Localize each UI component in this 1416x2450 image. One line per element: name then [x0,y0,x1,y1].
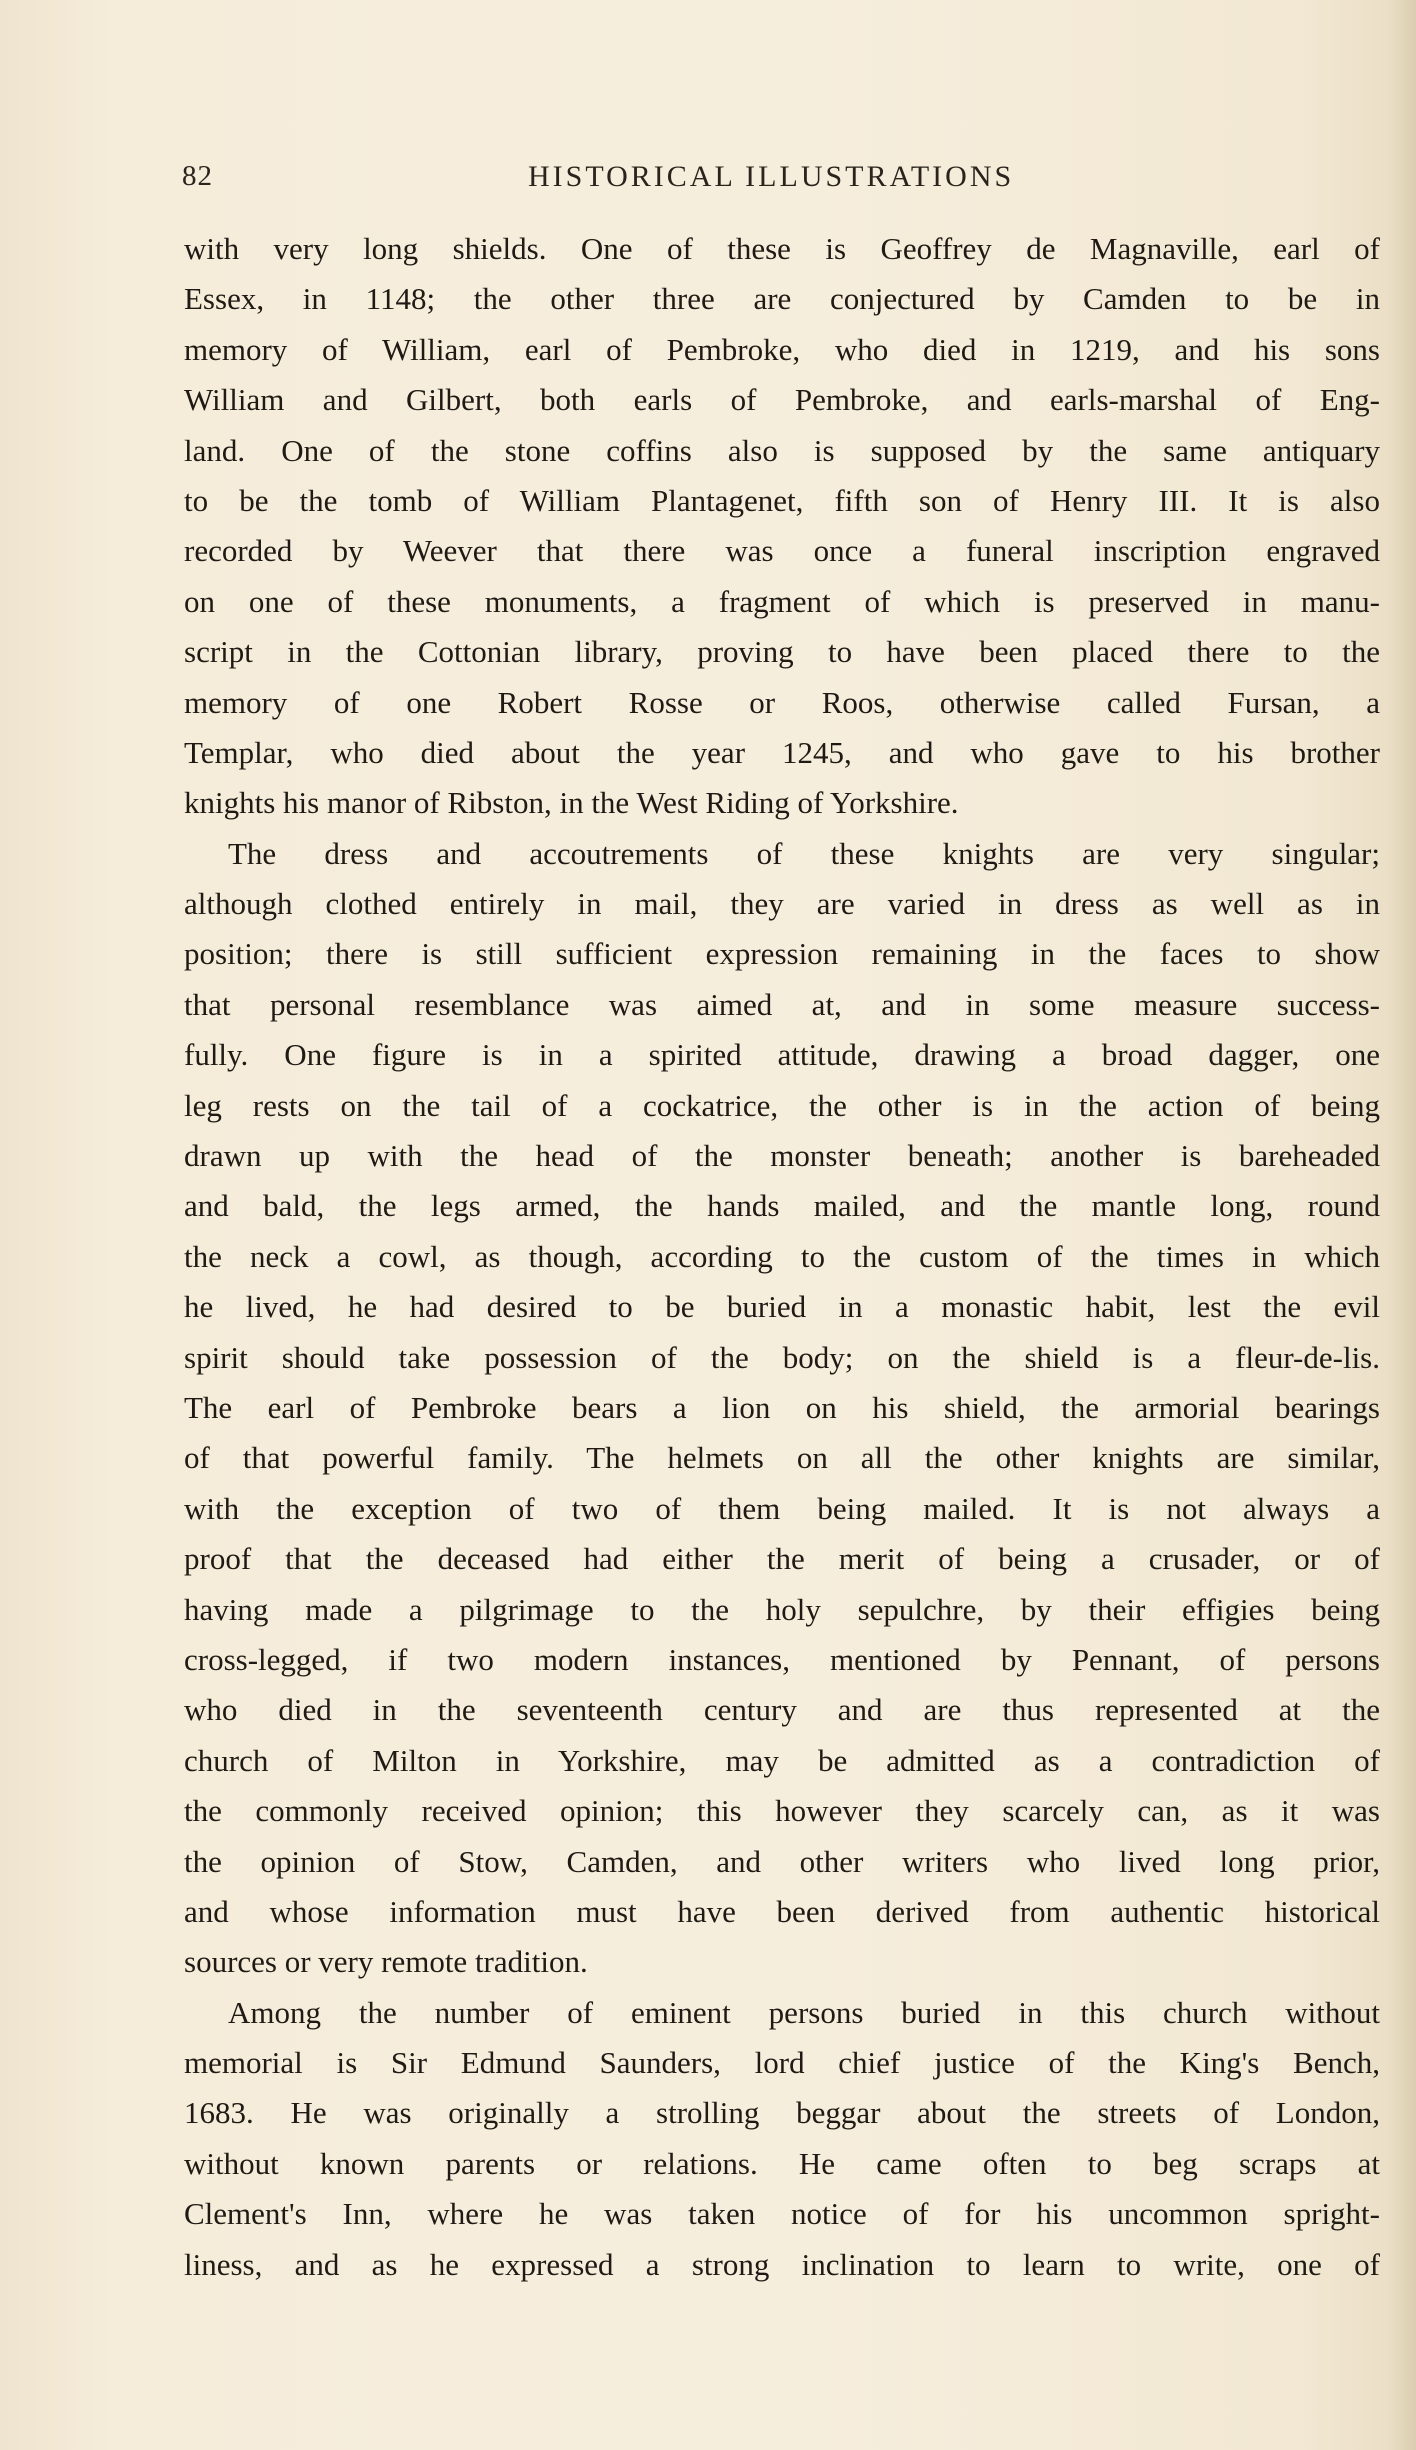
text-line: Templar, who died about the year 1245, and who gave to his brother [184,734,1380,770]
page-number: 82 [182,160,213,192]
page-edge-shadow [1388,0,1416,2450]
text-line: memorial is Sir Edmund Saunders, lord chief justice of the King's Bench, [184,2045,1380,2081]
text-line: fully. One figure is in a spirited attitude, drawing a broad dagger, one [184,1037,1380,1073]
text-line: script in the Cottonian library, proving to have been placed there to the [184,634,1380,670]
text-line: position; there is still sufficient expression remaining in the faces to show [184,936,1380,972]
text-line: knights his manor of Ribston, in the West Riding of Yorkshire. [184,785,959,821]
text-line: spirit should take possession of the body; on the shield is a fleur-de-lis. [184,1339,1380,1375]
text-line: the neck a cowl, as though, according to the custom of the times in which [184,1238,1380,1274]
text-line: without known parents or relations. He came often to beg scraps at [184,2145,1380,2181]
text-line: proof that the deceased had either the merit of being a crusader, or of [184,1541,1380,1577]
text-line: he lived, he had desired to be buried in a monastic habit, lest the evil [184,1289,1380,1325]
text-line: the opinion of Stow, Camden, and other writers who lived long prior, [184,1843,1380,1879]
text-line: the commonly received opinion; this however they scarcely can, as it was [184,1793,1380,1829]
page-header [182,160,1072,200]
text-line: and whose information must have been derived from authentic historical [184,1893,1380,1929]
body-text [184,224,1380,2290]
text-line: church of Milton in Yorkshire, may be admitted as a contradiction of [184,1742,1380,1778]
text-line: and bald, the legs armed, the hands mailed, and the mantle long, round [184,1188,1380,1224]
text-line: on one of these monuments, a fragment of which is preserved in manu- [184,583,1380,619]
text-line: Among the number of eminent persons buried in this church without [228,1994,1380,2030]
running-head: HISTORICAL ILLUSTRATIONS [528,160,1015,193]
text-line: with very long shields. One of these is Geoffrey de Magnaville, earl of [184,231,1380,266]
text-line: although clothed entirely in mail, they are varied in dress as well as in [184,886,1380,922]
text-line: with the exception of two of them being mailed. It is not always a [184,1490,1380,1526]
text-line: that personal resemblance was aimed at, and in some measure success- [184,986,1380,1022]
text-line: cross-legged, if two modern instances, mentioned by Pennant, of persons [184,1641,1380,1677]
text-line: The earl of Pembroke bears a lion on his shield, the armorial bearings [184,1389,1380,1425]
text-line: liness, and as he expressed a strong inclination to learn to write, one of [184,2246,1380,2282]
text-line: leg rests on the tail of a cockatrice, the other is in the action of being [184,1087,1380,1123]
text-line: land. One of the stone coffins also is supposed by the same antiquary [184,432,1380,468]
text-line: of that powerful family. The helmets on all the other knights are similar, [184,1440,1380,1476]
text-line: Essex, in 1148; the other three are conjectured by Camden to be in [184,281,1380,317]
text-line: memory of one Robert Rosse or Roos, otherwise called Fursan, a [184,684,1380,720]
text-line: drawn up with the head of the monster beneath; another is bareheaded [184,1138,1380,1174]
text-line: who died in the seventeenth century and are thus represented at the [184,1692,1380,1728]
text-line: The dress and accoutrements of these knights are very singular; [228,835,1380,871]
text-line: Clement's Inn, where he was taken notice of for his uncommon spright- [184,2196,1380,2232]
text-line: 1683. He was originally a strolling beggar about the streets of London, [184,2095,1380,2131]
text-line: William and Gilbert, both earls of Pembroke, and earls-marshal of Eng- [184,382,1380,418]
text-line: to be the tomb of William Plantagenet, fifth son of Henry III. It is also [184,482,1380,518]
text-line: recorded by Weever that there was once a funeral inscription engraved [184,533,1380,569]
text-line: sources or very remote tradition. [184,1944,588,1980]
text-line: having made a pilgrimage to the holy sepulchre, by their effigies being [184,1591,1380,1627]
text-line: memory of William, earl of Pembroke, who died in 1219, and his sons [184,331,1380,367]
